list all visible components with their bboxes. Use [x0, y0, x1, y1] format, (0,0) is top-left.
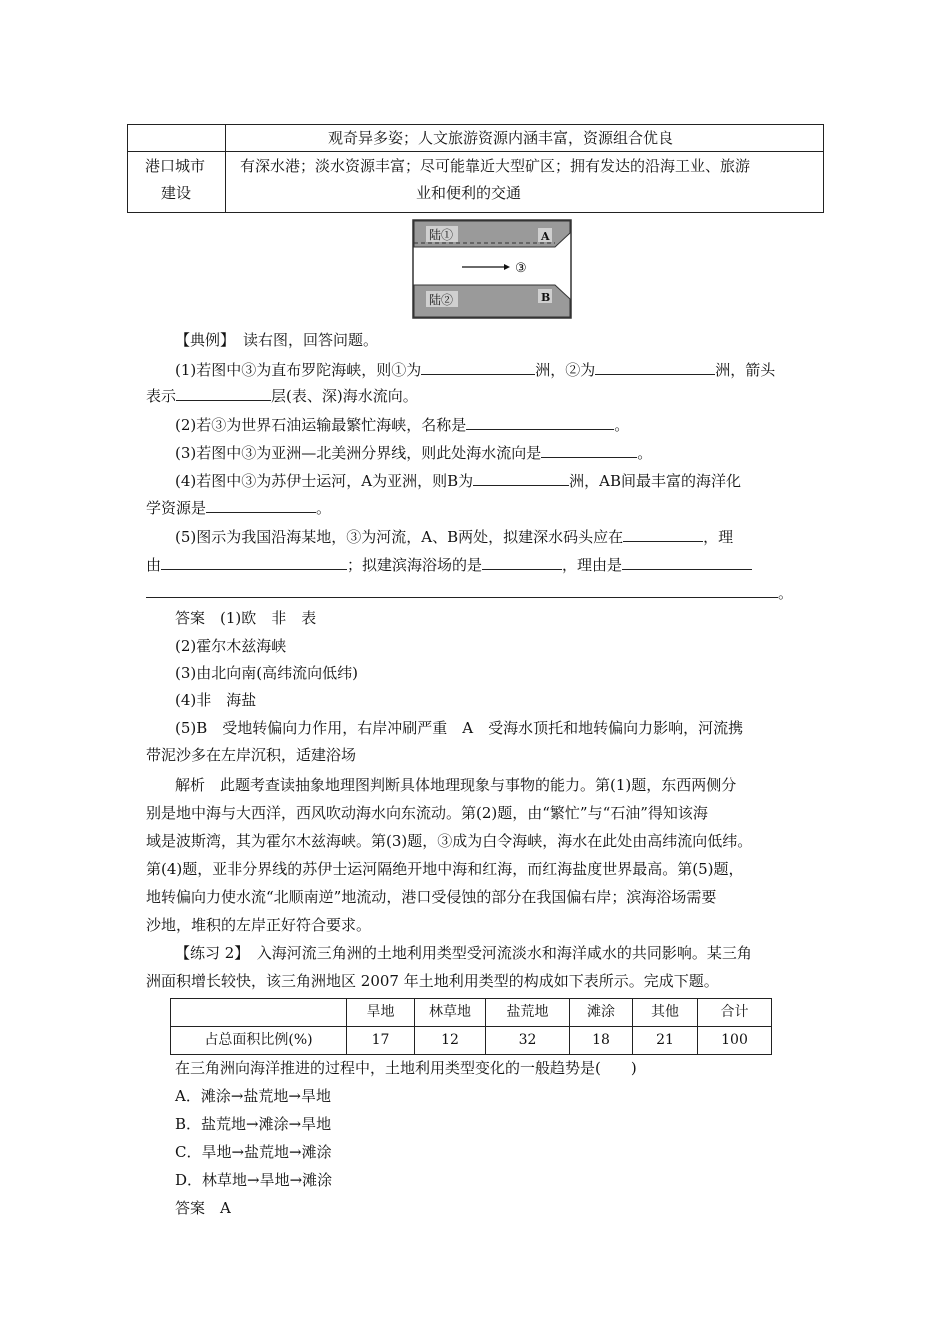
exercise-answer: 答案 A: [175, 1199, 231, 1217]
top-table: [127, 124, 824, 213]
header-cell: 其他: [633, 999, 698, 1027]
option-a: A．滩涂→盐荒地→旱地: [175, 1087, 331, 1105]
value-cell: 21: [633, 1027, 698, 1055]
option-d: D．林草地→旱地→滩涂: [175, 1171, 333, 1189]
land-use-table: [170, 998, 772, 1055]
header-cell: 旱地: [347, 999, 415, 1027]
header-empty: [171, 999, 347, 1027]
example-intro-line: [175, 330, 378, 350]
value-cell: 12: [415, 1027, 486, 1055]
example-q5-cont: 由 ；拟建滨海浴场的是 ，理由是: [146, 554, 752, 575]
row-label: 占总面积比例(%): [171, 1027, 347, 1055]
header-cell: 林草地: [415, 999, 486, 1027]
point-b-label: B: [541, 291, 551, 304]
top-table-row2-left-2: 建设: [161, 184, 192, 202]
answer-5-line2: 带泥沙多在左岸沉积，适建浴场: [146, 746, 357, 764]
value-cell: 18: [570, 1027, 633, 1055]
land-use-value-row: [171, 1027, 772, 1055]
top-table-row2-right-2: 业和便利的交通: [416, 184, 522, 202]
analysis-line3: 域是波斯湾，其为霍尔木兹海峡。第(3)题，③成为白令海峡，海水在此处由高纬流向低纬。: [146, 832, 753, 850]
channel-label: ③: [515, 261, 527, 276]
value-cell: 17: [347, 1027, 415, 1055]
example-q1: (1)若图中③为直布罗陀海峡，则①为 洲，②为 洲，箭头: [175, 361, 776, 379]
example-intro: 读右图，回答问题。: [243, 331, 379, 349]
land2-label: 陆②: [429, 293, 454, 307]
top-table-row2-right-1: 有深水港；淡水资源丰富；尽可能靠近大型矿区；拥有发达的沿海工业、旅游: [240, 157, 751, 175]
answer-1: 答案 (1)欧 非 表: [175, 609, 317, 627]
example-q4: (4)若图中③为苏伊士运河，A为亚洲，则B为 洲，AB间最丰富的海洋化: [175, 472, 741, 490]
answer-5-line1: (5)B 受地转偏向力作用，右岸冲刷严重 A 受海水顶托和地转偏向力影响，河流携: [175, 719, 744, 737]
example-q5-cont2: 。: [146, 582, 793, 603]
answer-3: (3)由北向南(高纬流向低纬): [175, 664, 358, 682]
example-tag: 【典例】: [175, 331, 236, 349]
example-q1-cont: 表示 层(表、深)海水流向。: [146, 387, 418, 405]
exercise-line1: 【练习 2】 入海河流三角洲的土地利用类型受河流淡水和海洋咸水的共同影响。某三角: [175, 944, 752, 962]
value-cell: 100: [698, 1027, 772, 1055]
analysis-line6: 沙地，堆积的左岸正好符合要求。: [146, 916, 372, 934]
analysis-line2: 别是地中海与大西洋，西风吹动海水向东流动。第(2)题，由“繁忙”与“石油”得知该海: [146, 804, 708, 822]
header-cell: 滩涂: [570, 999, 633, 1027]
example-q2: (2)若③为世界石油运输最繁忙海峡，名称是 。: [175, 416, 630, 434]
example-q3: (3)若图中③为亚洲—北美洲分界线，则此处海水流向是 。: [175, 444, 653, 462]
exercise-question: 在三角洲向海洋推进的过程中，土地利用类型变化的一般趋势是( ): [175, 1059, 637, 1077]
point-a-label: A: [541, 230, 550, 243]
land1-label: 陆①: [429, 228, 454, 242]
answer-2: (2)霍尔木兹海峡: [175, 637, 287, 655]
analysis-line5: 地转偏向力使水流“北顺南逆”地流动，港口受侵蚀的部分在我国偏右岸；滨海浴场需要: [146, 888, 717, 906]
option-c: C．旱地→盐荒地→滩涂: [175, 1143, 332, 1161]
value-cell: 32: [486, 1027, 570, 1055]
exercise-line2: 洲面积增长较快，该三角洲地区 2007 年土地利用类型的构成如下表所示。完成下题。: [146, 972, 719, 990]
analysis-line4: 第(4)题，亚非分界线的苏伊士运河隔绝开地中海和红海，而红海盐度世界最高。第(5)题，: [146, 860, 744, 878]
land-use-header-row: [171, 999, 772, 1027]
analysis-line1: 解析 此题考查读抽象地理图判断具体地理现象与事物的能力。第(1)题，东西两侧分: [175, 776, 737, 794]
strait-diagram: [412, 219, 572, 319]
example-q4-cont: 学资源是 。: [146, 499, 332, 517]
example-q5: (5)图示为我国沿海某地，③为河流，A、B两处，拟建深水码头应在 ，理: [175, 528, 734, 546]
header-cell: 合计: [698, 999, 772, 1027]
option-b: B．盐荒地→滩涂→旱地: [175, 1115, 332, 1133]
header-cell: 盐荒地: [486, 999, 570, 1027]
answer-4: (4)非 海盐: [175, 691, 257, 709]
top-table-row2-left-1: 港口城市: [145, 157, 206, 175]
top-table-row1-right: 观奇异多姿；人文旅游资源内涵丰富，资源组合优良: [328, 129, 674, 147]
